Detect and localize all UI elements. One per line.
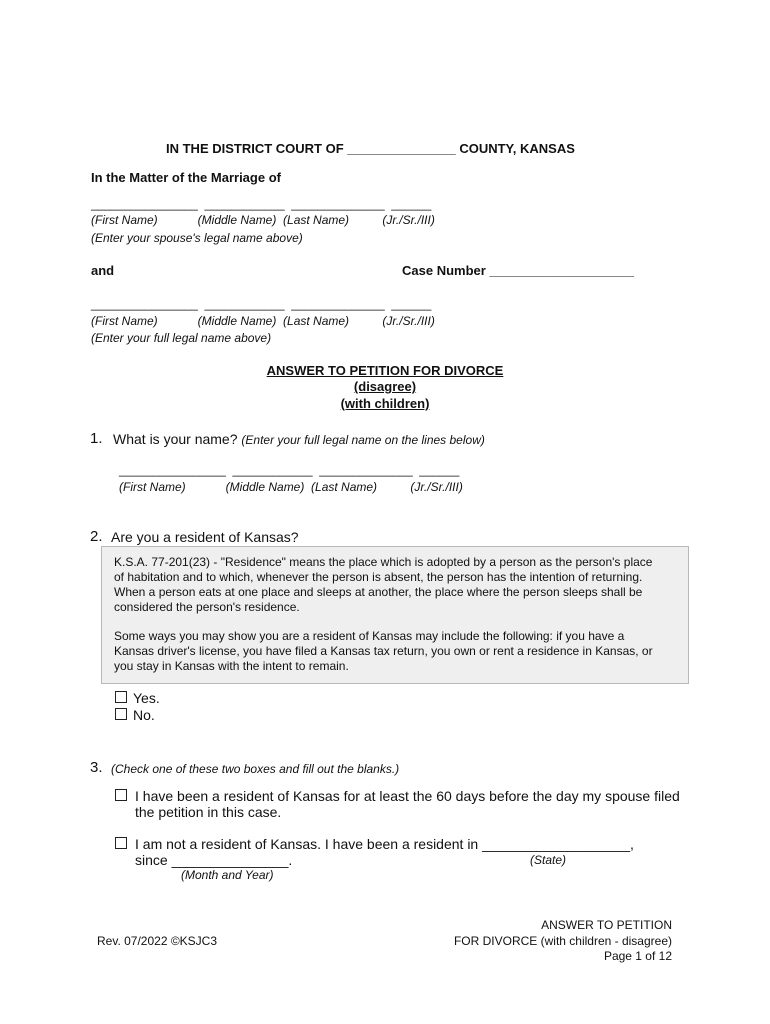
option1-line1: I have been a resident of Kansas for at least the 60 days before the day my spouse filed	[135, 788, 680, 804]
info-para1-line4: considered the person's residence.	[114, 600, 300, 614]
option2-line2[interactable]: since _______________.	[135, 852, 293, 868]
state-label: (State)	[530, 853, 567, 867]
court-title: IN THE DISTRICT COURT OF _______________ COUNTY, KANSAS	[166, 141, 575, 156]
q3-hint: (Check one of these two boxes and fill out the blanks.)	[111, 762, 400, 776]
q1-number: 1.	[90, 430, 103, 447]
footer-title-line2: FOR DIVORCE (with children - disagree)	[453, 934, 672, 948]
footer-title-line1: ANSWER TO PETITION	[541, 918, 672, 932]
option2-line1[interactable]: I am not a resident of Kansas. I have been a resident in ___________________,	[135, 836, 634, 852]
spouse-name-labels: (First Name) (Middle Name) (Last Name) (Jr./Sr./III)	[91, 213, 435, 227]
info-para2-line2: Kansas driver's license, you have filed a Kansas tax return, you own or rent a residence in Kansas, or	[114, 644, 653, 658]
no-checkbox[interactable]	[115, 708, 127, 720]
info-para1-line2: of habitation and to which, whenever the person is absent, the person has the intention of returning.	[114, 570, 643, 584]
info-para1-line3: When a person eats at one place and sleeps at another, the place where the person sleeps shall be	[114, 585, 643, 599]
yes-checkbox[interactable]	[115, 691, 127, 703]
own-name-blanks[interactable]: ________________ ____________ ______________ ______	[91, 297, 432, 311]
info-para1-line1: K.S.A. 77-201(23) - "Residence" means the place which is adopted by a person as the person's place	[114, 555, 653, 569]
spouse-name-blanks[interactable]: ________________ ____________ ______________ ______	[91, 197, 432, 211]
q3-number: 3.	[90, 759, 103, 776]
spouse-name-instruction: (Enter your spouse's legal name above)	[91, 231, 303, 245]
resident-60-days-checkbox[interactable]	[115, 789, 127, 801]
own-name-labels: (First Name) (Middle Name) (Last Name) (Jr./Sr./III)	[91, 314, 435, 328]
q2-number: 2.	[90, 528, 103, 545]
month-year-label: (Month and Year)	[181, 868, 274, 882]
revision-label: Rev. 07/2022 ©KSJC3	[97, 934, 218, 948]
q1-name-labels: (First Name) (Middle Name) (Last Name) (Jr./Sr./III)	[119, 480, 463, 494]
and-label: and	[91, 263, 115, 278]
option1-line2: the petition in this case.	[135, 804, 282, 820]
page-number: Page 1 of 12	[603, 949, 672, 963]
q1-name-blanks[interactable]: ________________ ____________ ______________ ______	[119, 463, 460, 477]
document-title: ANSWER TO PETITION FOR DIVORCE	[266, 363, 504, 378]
yes-label: Yes.	[133, 690, 160, 706]
matter-line: In the Matter of the Marriage of	[91, 170, 281, 185]
info-para2-line1: Some ways you may show you are a resident of Kansas may include the following: if you have a	[114, 629, 625, 643]
document-subtitle-disagree: (disagree)	[353, 379, 417, 394]
not-resident-checkbox[interactable]	[115, 837, 127, 849]
residence-info-box	[101, 546, 689, 684]
q1-hint: (Enter your full legal name on the lines below)	[241, 433, 485, 447]
case-number-field[interactable]: Case Number ____________________	[402, 263, 635, 278]
q1-question-text: What is your name?	[113, 431, 238, 447]
info-para2-line3: you stay in Kansas with the intent to remain.	[114, 659, 349, 673]
document-subtitle-children: (with children)	[340, 396, 430, 411]
q2-question: Are you a resident of Kansas?	[111, 529, 299, 545]
q1-question	[113, 431, 485, 447]
own-name-instruction: (Enter your full legal name above)	[91, 331, 272, 345]
no-label: No.	[133, 707, 155, 723]
